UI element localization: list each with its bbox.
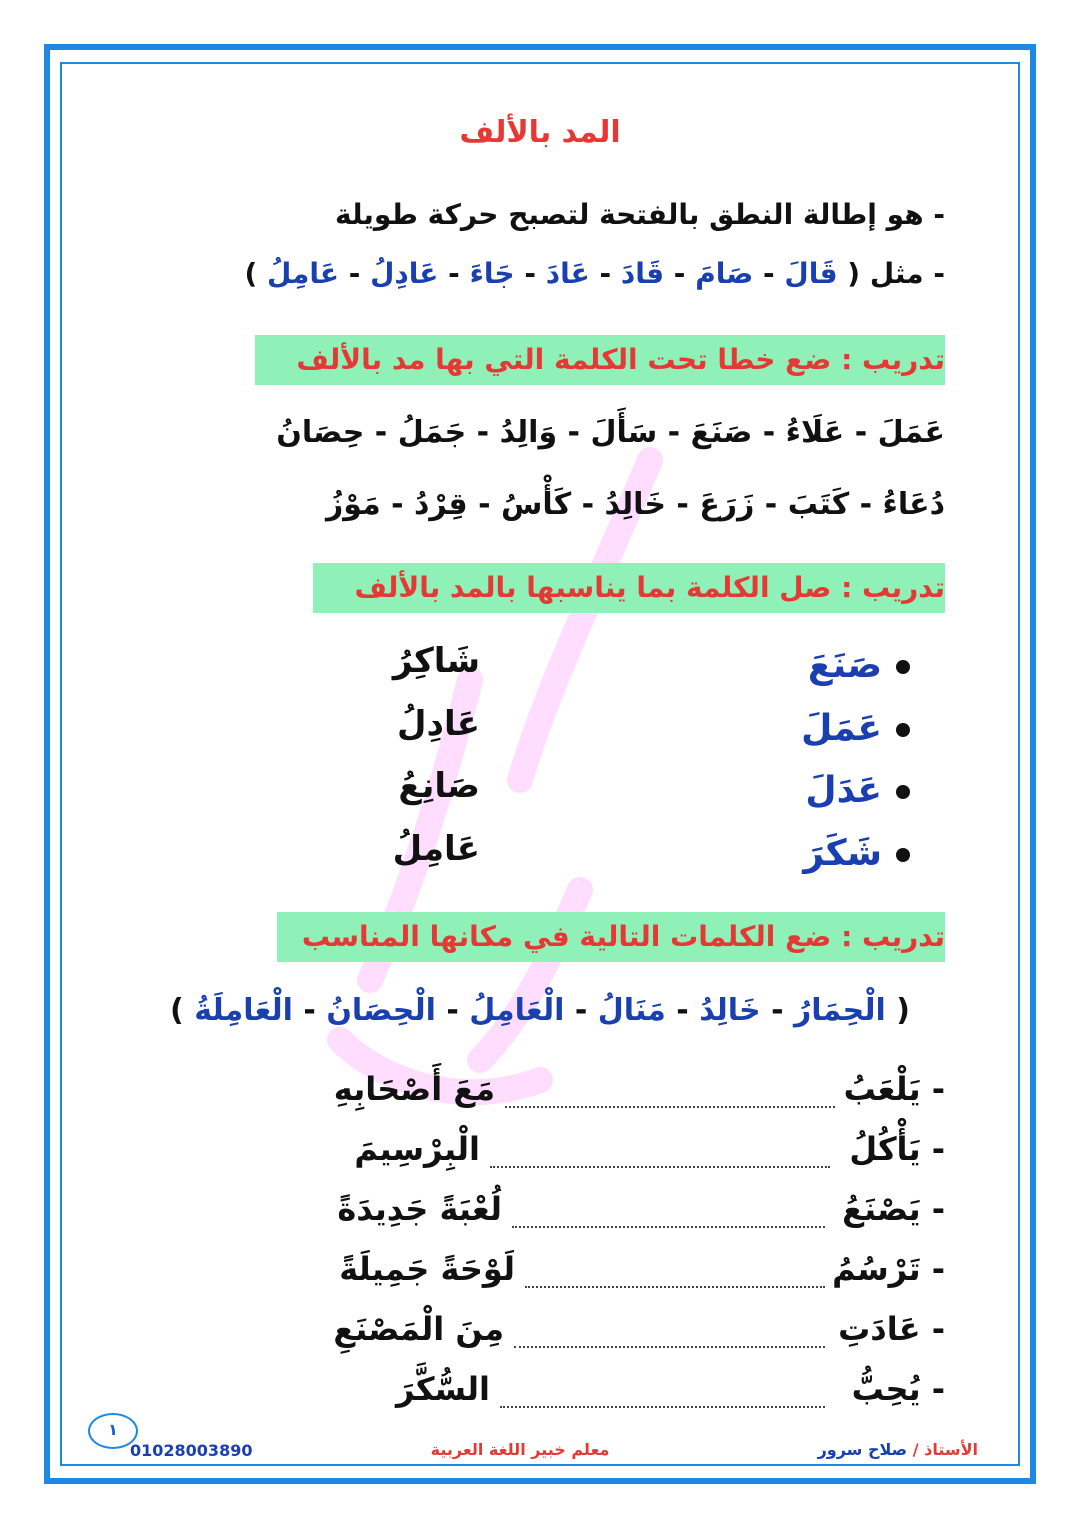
match-right-word: صَانِعُ: [398, 766, 480, 806]
example-word: عَادَ: [545, 257, 590, 290]
match-right-word: عَامِلُ: [392, 829, 480, 869]
phone-number: 01028003890: [130, 1441, 253, 1460]
page-number: ١: [88, 1413, 138, 1449]
definition-text: هو إطالة النطق بالفتحة لتصبح حركة طويلة: [334, 198, 924, 231]
match-left-item: [808, 645, 910, 686]
match-left-word: عَمَلَ: [801, 708, 882, 749]
word-bank: ( الْحِمَارُ - خَالِدُ - مَنَالُ - الْعَامِلُ - الْحِصَانُ - الْعَامِلَةُ ): [170, 993, 910, 1028]
bullet-icon: [896, 785, 910, 799]
exercise1-title: تدريب : ضع خطا تحت الكلمة التي بها مد بالألف: [296, 343, 945, 376]
fill-row-verb: يَصْنَعُ: [842, 1190, 921, 1228]
definition-row: - هو إطالة النطق بالفتحة لتصبح حركة طويلة: [334, 198, 945, 231]
exercise1-word: زَرَعَ: [699, 487, 755, 522]
fill-row-verb: يَلْعَبُ: [843, 1070, 921, 1108]
match-right-word: عَادِلُ: [397, 704, 480, 744]
word-bank-item: مَنَالُ: [597, 993, 666, 1028]
example-word: جَاءَ: [469, 257, 515, 290]
bullet-icon: [896, 848, 910, 862]
fill-row-verb: تَرْسُمُ: [832, 1250, 921, 1288]
answer-blank[interactable]: [500, 1406, 825, 1408]
exercise2-heading-bar: [313, 563, 945, 613]
answer-blank[interactable]: [514, 1346, 825, 1348]
word-bank-item: الْعَامِلَةُ: [194, 993, 293, 1028]
word-bank-list: الْحِمَارُ - خَالِدُ - مَنَالُ - الْعَامِلُ - الْحِصَانُ - الْعَامِلَةُ: [194, 993, 886, 1028]
fill-row: - عَادَتِ: [838, 1310, 945, 1348]
example-word: عَادِلُ: [370, 257, 439, 290]
match-left-word: عَدَلَ: [805, 770, 882, 811]
bullet-icon: [896, 723, 910, 737]
example-word: قَالَ: [784, 257, 838, 290]
exercise1-word: حِصَانُ: [276, 415, 365, 450]
word-bank-item: خَالِدُ: [699, 993, 761, 1028]
fill-row-rest: السُّكَّرَ: [395, 1370, 490, 1408]
exercise1-word: كَأْسُ: [501, 487, 572, 522]
bullet-icon: [896, 660, 910, 674]
example-word: صَامَ: [695, 257, 754, 290]
exercise2-title: تدريب : صل الكلمة بما يناسبها بالمد بالألف: [354, 571, 945, 604]
answer-blank[interactable]: [512, 1226, 825, 1228]
example-word: قَادَ: [620, 257, 665, 290]
match-left-item: [805, 770, 910, 811]
word-bank-item: الْحِمَارُ: [794, 993, 886, 1028]
teacher-subtitle: معلم خبير اللغة العربية: [430, 1440, 610, 1459]
exercise1-word: وَالِدُ: [499, 415, 558, 450]
fill-row: - تَرْسُمُ: [832, 1250, 945, 1288]
exercise1-word: عَلَاءُ: [785, 415, 845, 450]
exercise1-word: سَأَلَ: [590, 415, 658, 450]
page-title: المد بالألف: [459, 115, 621, 150]
exercise1-word: جَمَلُ: [397, 415, 467, 450]
exercise1-word: كَتَبَ: [787, 487, 850, 522]
match-left-word: صَنَعَ: [807, 645, 882, 686]
match-left-item: [801, 708, 910, 749]
example-word: عَامِلُ: [267, 257, 339, 290]
fill-row-rest: لُعْبَةً جَدِيدَةً: [337, 1190, 502, 1228]
fill-row: - يَأْكُلُ: [849, 1130, 945, 1168]
fill-row: - يُحِبُّ: [851, 1370, 945, 1408]
fill-row-verb: يَأْكُلُ: [849, 1130, 921, 1168]
exercise1-word: قِرْدُ: [413, 487, 468, 522]
exercise1-word: خَالِدُ: [604, 487, 666, 522]
word-bank-item: الْحِصَانُ: [326, 993, 436, 1028]
exercise1-word: عَمَلَ: [877, 415, 945, 450]
match-left-word: شَكَرَ: [803, 833, 882, 874]
fill-row-rest: مَعَ أَصْحَابِهِ: [333, 1070, 495, 1108]
match-left-item: [803, 833, 910, 874]
fill-row-verb: عَادَتِ: [838, 1310, 921, 1348]
fill-row: - يَصْنَعُ: [842, 1190, 945, 1228]
fill-row: - يَلْعَبُ: [843, 1070, 945, 1108]
exercise1-word: مَوْزُ: [325, 487, 381, 522]
fill-row-rest: لَوْحَةً جَمِيلَةً: [339, 1250, 515, 1288]
exercise1-word: صَنَعَ: [690, 415, 753, 450]
answer-blank[interactable]: [525, 1286, 825, 1288]
exercise1-line1: عَمَلَ - عَلَاءُ - صَنَعَ - سَأَلَ - وَالِدُ - جَمَلُ - حِصَانُ: [276, 415, 945, 450]
match-right-word: شَاكِرُ: [392, 641, 480, 681]
examples-list: قَالَ - صَامَ - قَادَ - عَادَ - جَاءَ - عَادِلُ - عَامِلُ: [267, 257, 838, 290]
teacher-label: الأستاذ /: [912, 1440, 978, 1459]
exercise3-title: تدريب : ضع الكلمات التالية في مكانها المناسب: [301, 920, 945, 953]
teacher-name: صلاح سرور: [817, 1440, 908, 1459]
exercise1-line2: دُعَاءُ - كَتَبَ - زَرَعَ - خَالِدُ - كَأْسُ - قِرْدُ - مَوْزُ: [325, 487, 945, 522]
answer-blank[interactable]: [490, 1166, 830, 1168]
exercise1-heading-bar: [255, 335, 945, 385]
example-label: مثل: [869, 257, 924, 290]
exercise1-word: دُعَاءُ: [882, 487, 945, 522]
fill-row-verb: يُحِبُّ: [851, 1370, 921, 1408]
examples-row: - مثل ( قَالَ - صَامَ - قَادَ - عَادَ - جَاءَ - عَادِلُ - عَامِلُ ): [244, 257, 945, 290]
fill-row-rest: مِنَ الْمَصْنَعِ: [333, 1310, 504, 1348]
word-bank-item: الْعَامِلُ: [469, 993, 565, 1028]
exercise3-heading-bar: [277, 912, 945, 962]
answer-blank[interactable]: [505, 1106, 835, 1108]
fill-row-rest: الْبِرْسِيمَ: [354, 1130, 480, 1168]
